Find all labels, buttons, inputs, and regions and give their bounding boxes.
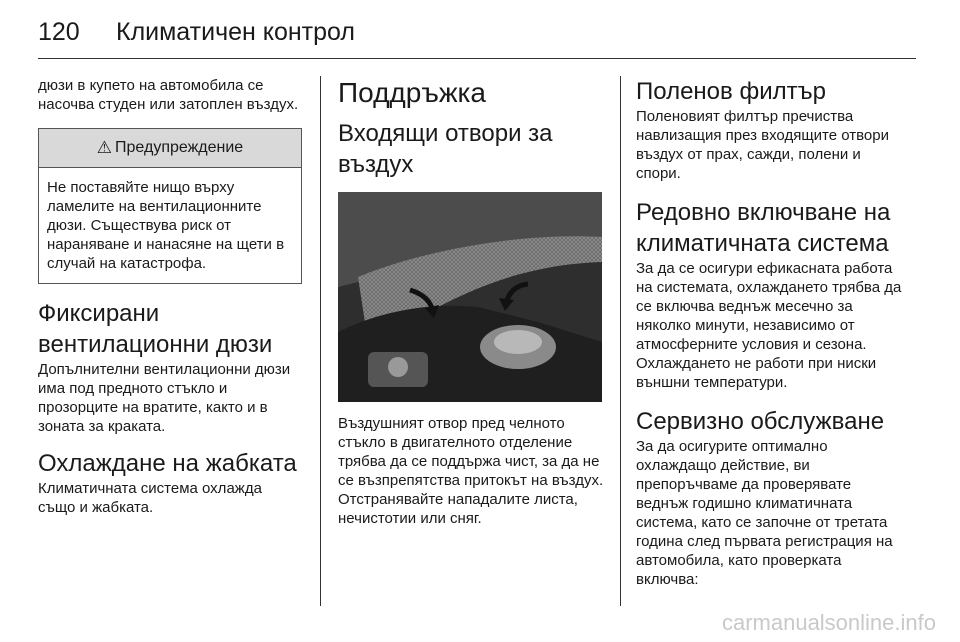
warning-header (39, 129, 301, 168)
column-2 (338, 76, 604, 528)
page-header (38, 14, 918, 50)
air-intake-figure (338, 192, 602, 402)
page-title: Климатичен контрол (116, 17, 355, 46)
regular-operation-text: За да се осигури ефикасната работа на системата, охлаждането трябва да се включва веднъж месечно за няколко минути, независимо от атмосферните условия и сезона. Охлаждането не работи при ниски външни температури. (636, 260, 902, 391)
glovebox-heading: Охлаждане на жабката (38, 450, 297, 477)
service-text: За да осигурите оптимално охлаждащо действие, ви препоръчваме да проверявате веднъж годишно климатичната система, като се започне от третата година след първата регистрация на автомобила, като проверката включва: (636, 438, 893, 588)
service-heading: Сервизно обслужване (636, 408, 885, 435)
glovebox-text: Климатичната система охлажда също и жабката. (38, 480, 262, 516)
intro-text: дюзи в купето на автомобила се насочва студен или затоплен въздух. (38, 77, 299, 113)
column-divider-1 (320, 76, 321, 606)
regular-operation-heading: Редовно включване на климатичната система (636, 199, 891, 257)
air-intake-heading: Входящи отвори за въздух (338, 120, 553, 178)
maintenance-heading: Поддръжка (338, 77, 486, 108)
air-intake-text: Въздушният отвор пред челното стъкло в двигателното отделение трябва да се поддържа чист, за да не се възпрепятства притокът на въздух. Отстранявайте нападалите листа, нечистотии или сняг. (338, 415, 604, 527)
warning-triangle-icon: ⚠ (96, 138, 113, 157)
fixed-vents-text: Допълнителни вентилационни дюзи има под предното стъкло и прозорците на вратите, както и в зоната за краката. (38, 361, 291, 435)
pollen-filter-text: Поленовият филтър пречиства навлизащия през входящите отвори въздух от прах, сажди, полени и спори. (636, 108, 890, 182)
engine-bay-air-intake-illustration (338, 192, 602, 402)
column-1 (38, 76, 302, 517)
warning-title: Предупреждение (115, 139, 244, 156)
column-3 (636, 76, 906, 589)
pollen-filter-heading: Поленов филтър (636, 78, 826, 105)
watermark: carmanualsonline.info (721, 610, 936, 635)
warning-text: Не поставяйте нищо върху ламелите на вентилационните дюзи. Съществува риск от нараняване и нанасяне на щети в случай на катастрофа. (47, 179, 285, 272)
warning-box (38, 128, 302, 284)
page-number: 120 (38, 17, 80, 46)
header-divider (38, 58, 916, 59)
column-divider-2 (620, 76, 621, 606)
warning-body (39, 168, 301, 283)
fixed-vents-heading: Фиксирани вентилационни дюзи (38, 300, 273, 358)
